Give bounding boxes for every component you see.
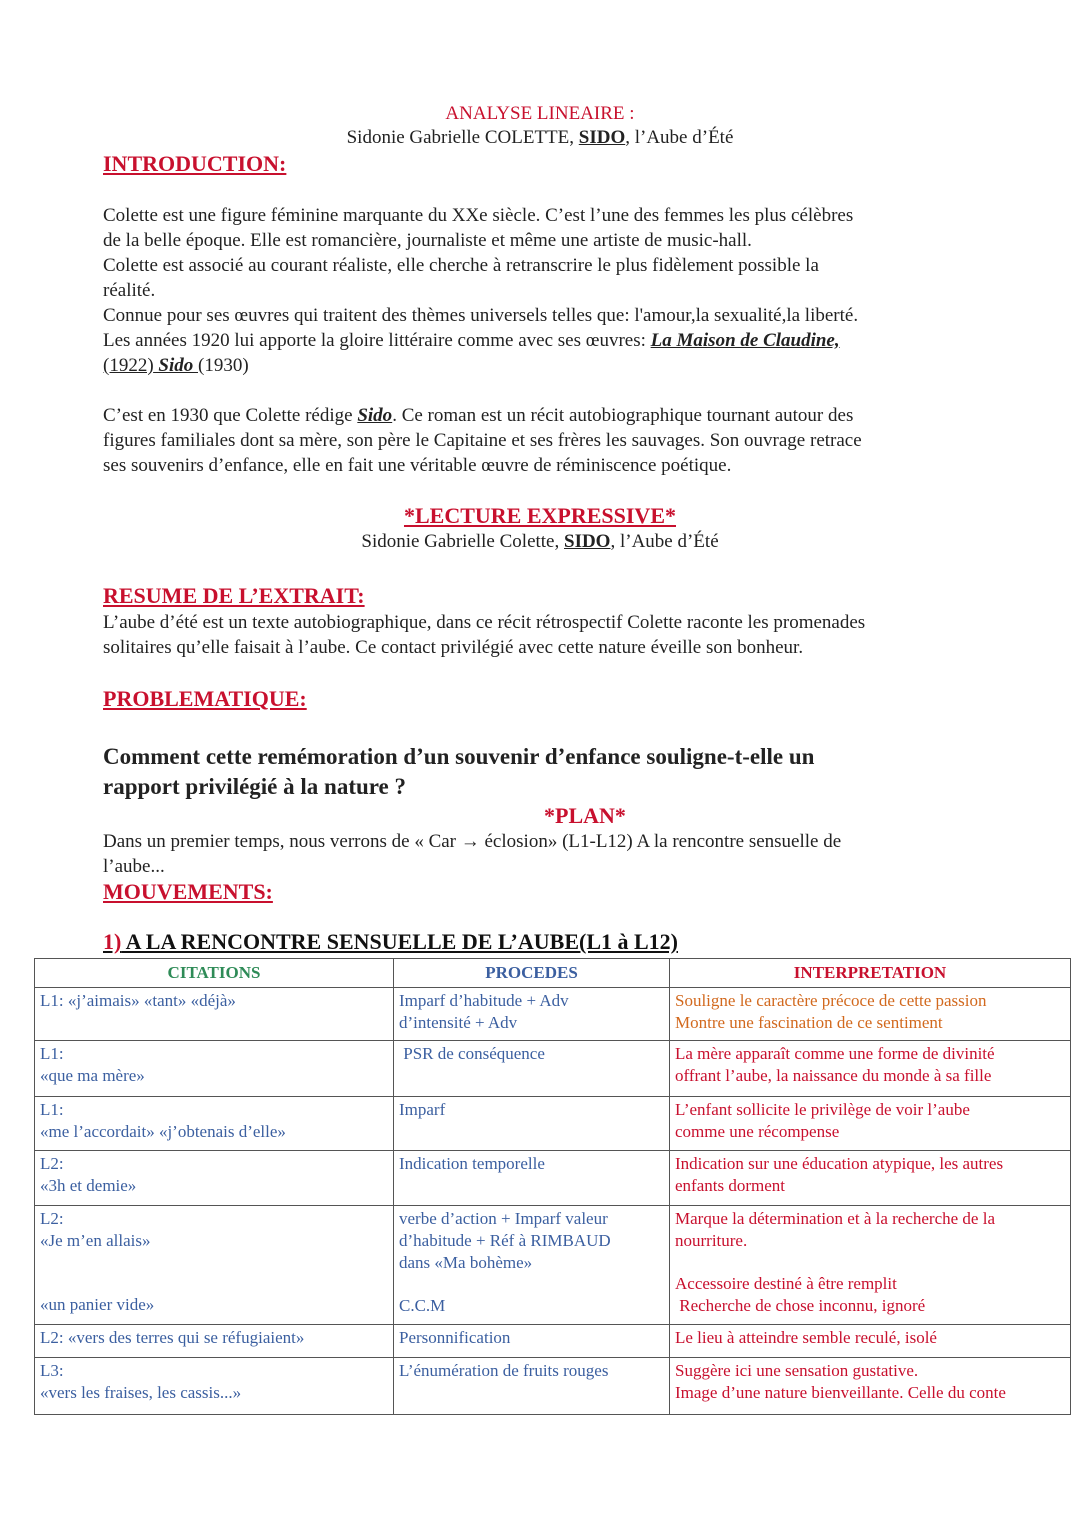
plan-heading: *PLAN* [544, 803, 626, 828]
plan-paragraph [103, 829, 983, 879]
citation-cell: L1: «j’aimais» «tant» «déjà» [35, 988, 394, 1041]
analysis-table [34, 958, 1071, 1415]
work-title: SIDO [578, 127, 626, 148]
introduction-heading: INTRODUCTION: [103, 151, 287, 176]
intro-line: de la belle époque. Elle est romancière, journaliste et même une artiste de music-hall. [103, 230, 752, 251]
work-sido-inline: Sido [357, 405, 393, 426]
header-citations: CITATIONS [35, 959, 394, 988]
lecture-heading: *LECTURE EXPRESSIVE* [403, 503, 676, 528]
plan-line: Dans un premier temps, nous verrons de « Car → éclosion» (L1-L12) A la rencontre sensuelle de [103, 831, 842, 852]
header-procedes: PROCEDES [394, 959, 670, 988]
lecture-subtitle: Sidonie Gabrielle Colette, SIDO, l’Aube d’Été [361, 531, 719, 552]
procede-cell: Personnification [394, 1325, 670, 1358]
table-row [35, 1097, 1071, 1151]
intro-line: C’est en 1930 que Colette rédige Sido. Ce roman est un récit autobiographique tournant autour des [103, 405, 854, 426]
resume-heading: RESUME DE L’EXTRAIT: [103, 583, 365, 608]
interpretation-cell: Le lieu à atteindre semble reculé, isolé [670, 1325, 1071, 1358]
intro-line-years: (1922) Sido (1930) [103, 355, 249, 376]
citation-cell: L3: «vers les fraises, les cassis...» [35, 1358, 394, 1415]
procede-cell: L’énumération de fruits rouges [394, 1358, 670, 1415]
procede-cell: PSR de conséquence [394, 1041, 670, 1097]
citation-cell: L2: «3h et demie» [35, 1151, 394, 1206]
procede-cell: Imparf [394, 1097, 670, 1151]
intro-line: réalité. [103, 280, 156, 301]
intro-line: Colette est associé au courant réaliste, elle cherche à retranscrire le plus fidèlement possible la [103, 255, 819, 276]
table-row [35, 1041, 1071, 1097]
work-maison-de-claudine: La Maison de Claudine, [650, 330, 840, 351]
resume-line: solitaires qu’elle faisait à l’aube. Ce contact privilégié avec cette nature éveille son bonheur. [103, 637, 804, 658]
problematique-question: Comment cette remémoration d’un souvenir d’enfance souligne-t-elle un rapport privilégié à la nature ? [103, 744, 815, 799]
intro-line: Connue pour ses œuvres qui traitent des thèmes universels telles que: l'amour,la sexualité,la liberté. [103, 305, 859, 326]
intro-line: ses souvenirs d’enfance, elle en fait une véritable œuvre de réminiscence poétique. [103, 455, 732, 476]
interpretation-cell: L’enfant sollicite le privilège de voir l’aube comme une récompense [670, 1097, 1071, 1151]
header-interpretation: INTERPRETATION [670, 959, 1071, 988]
citation-cell: L2: «vers des terres qui se réfugiaient» [35, 1325, 394, 1358]
table-row [35, 1206, 1071, 1325]
table-row [35, 1151, 1071, 1206]
interpretation-cell: La mère apparaît comme une forme de divinité offrant l’aube, la naissance du monde à sa fille [670, 1041, 1071, 1097]
interpretation-cell: Souligne le caractère précoce de cette passion Montre une fascination de ce sentiment [670, 988, 1071, 1041]
procede-cell: verbe d’action + Imparf valeur d’habitude + Réf à RIMBAUD dans «Ma bohème» C.C.M [394, 1206, 670, 1325]
intro-line: Colette est une figure féminine marquante du XXe siècle. C’est l’une des femmes les plus célèbres [103, 205, 854, 226]
citation-cell: L1: «me l’accordait» «j’obtenais d’elle» [35, 1097, 394, 1151]
table-row [35, 1358, 1071, 1415]
work-title: SIDO [564, 531, 611, 552]
intro-line: figures familiales dont sa mère, son père le Capitaine et ses frères les sauvages. Son ouvrage retrace [103, 430, 862, 451]
intro-line-works: Les années 1920 lui apporte la gloire littéraire comme avec ses œuvres: La Maison de Claudine, [103, 330, 840, 351]
author-name: Sidonie Gabrielle COLETTE, [346, 127, 575, 148]
resume-line: L’aube d’été est un texte autobiographique, dans ce récit rétrospectif Colette raconte les promenades [103, 612, 866, 633]
resume-paragraph [103, 610, 983, 660]
introduction-paragraph-2 [103, 403, 983, 478]
citation-cell: L1: «que ma mère» [35, 1041, 394, 1097]
interpretation-cell: Marque la détermination et à la recherche de la nourriture. Accessoire destiné à être remplit Recherche de chose inconnu, ignoré [670, 1206, 1071, 1325]
table-row [35, 1325, 1071, 1358]
problematique-heading: PROBLEMATIQUE: [103, 686, 307, 711]
section-1-title: 1) A LA RENCONTRE SENSUELLE DE L’AUBE(L1 à L12) [103, 929, 678, 954]
table-header-row [35, 959, 1071, 988]
table-row [35, 988, 1071, 1041]
interpretation-cell: Indication sur une éducation atypique, les autres enfants dorment [670, 1151, 1071, 1206]
procede-cell: Imparf d’habitude + Adv d’intensité + Adv [394, 988, 670, 1041]
introduction-paragraph-1 [103, 203, 983, 378]
document-title: ANALYSE LINEAIRE : [445, 103, 635, 124]
plan-line: l’aube... [103, 856, 165, 877]
work-sido: Sido [153, 355, 199, 376]
interpretation-cell: Suggère ici une sensation gustative. Image d’une nature bienveillante. Celle du conte [670, 1358, 1071, 1415]
document-subtitle [0, 127, 1080, 149]
extract-title: , l’Aube d’Été [625, 127, 734, 148]
mouvements-heading: MOUVEMENTS: [103, 879, 273, 904]
procede-cell: Indication temporelle [394, 1151, 670, 1206]
citation-cell: L2: «Je m’en allais» «un panier vide» [35, 1206, 394, 1325]
